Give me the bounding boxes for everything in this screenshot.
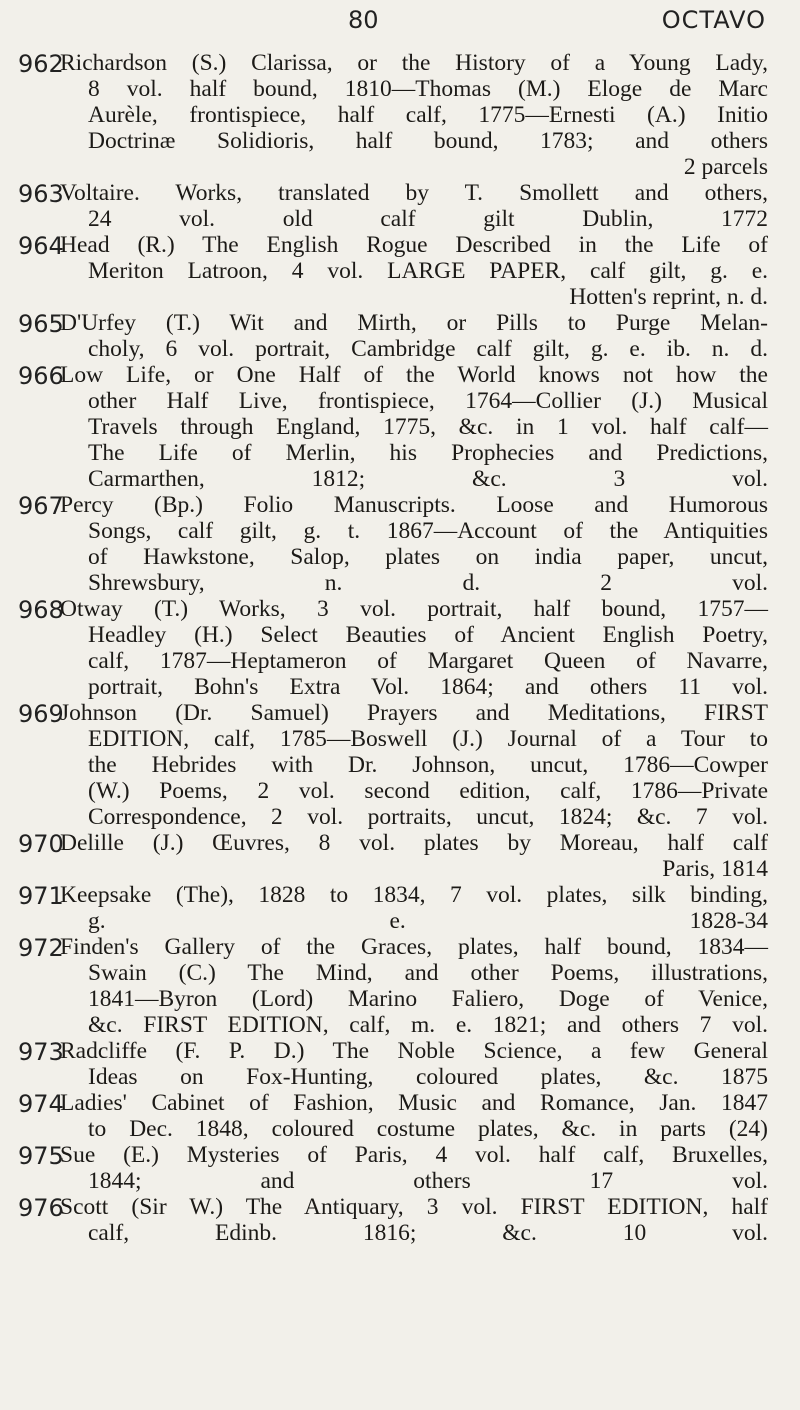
section-title: OCTAVO [661,6,766,34]
lot-line: Travels through England, 1775, &c. in 1 vol. half calf— [88,414,768,440]
lot-line: to Dec. 1848, coloured costume plates, &c. in parts (24) [88,1116,768,1142]
lot-line: Ideas on Fox-Hunting, coloured plates, &c. 1875 [88,1064,768,1090]
lot-line: (W.) Poems, 2 vol. second edition, calf, 1786—Private [88,778,768,804]
lot-number: 974 [18,1090,64,1118]
lot-line: Johnson (Dr. Samuel) Prayers and Meditations, FIRST [60,700,768,726]
lot-line: Delille (J.) Œuvres, 8 vol. plates by Moreau, half calf [60,830,768,856]
lot-number: 966 [18,362,64,390]
lot-line: portrait, Bohn's Extra Vol. 1864; and others 11 vol. [88,674,768,700]
lot-number: 970 [18,830,64,858]
lot-line: Swain (C.) The Mind, and other Poems, illustrations, [88,960,768,986]
lot-line: 8 vol. half bound, 1810—Thomas (M.) Eloge de Marc [88,76,768,102]
lot-line: Shrewsbury, n. d. 2 vol. [88,570,768,596]
lot-line: 24 vol. old calf gilt Dublin, 1772 [88,206,768,232]
lot-line: Hotten's reprint, n. d. [569,284,768,310]
lot-line: 1841—Byron (Lord) Marino Faliero, Doge of Venice, [88,986,768,1012]
lot-line: Aurèle, frontispiece, half calf, 1775—Ernesti (A.) Initio [88,102,768,128]
lot-line: Sue (E.) Mysteries of Paris, 4 vol. half calf, Bruxelles, [60,1142,768,1168]
lot-line: other Half Live, frontispiece, 1764—Collier (J.) Musical [88,388,768,414]
lot-number: 964 [18,232,64,260]
lot-number: 973 [18,1038,64,1066]
lot-line: &c. FIRST EDITION, calf, m. e. 1821; and others 7 vol. [88,1012,768,1038]
lot-line: Finden's Gallery of the Graces, plates, half bound, 1834— [60,934,768,960]
lot-line: Low Life, or One Half of the World knows not how the [60,362,768,388]
lot-line: Carmarthen, 1812; &c. 3 vol. [88,466,768,492]
lot-line: EDITION, calf, 1785—Boswell (J.) Journal of a Tour to [88,726,768,752]
lot-number: 962 [18,50,64,78]
lot-line: of Hawkstone, Salop, plates on india paper, uncut, [88,544,768,570]
lot-line: Percy (Bp.) Folio Manuscripts. Loose and Humorous [60,492,768,518]
lot-line: the Hebrides with Dr. Johnson, uncut, 1786—Cowper [88,752,768,778]
lot-number: 967 [18,492,64,520]
lot-number: 963 [18,180,64,208]
lot-line: Ladies' Cabinet of Fashion, Music and Romance, Jan. 1847 [60,1090,768,1116]
lot-line: Meriton Latroon, 4 vol. LARGE PAPER, calf gilt, g. e. [88,258,768,284]
lot-line: calf, Edinb. 1816; &c. 10 vol. [88,1220,768,1246]
lot-line: Voltaire. Works, translated by T. Smollett and others, [60,180,768,206]
lot-line: choly, 6 vol. portrait, Cambridge calf gilt, g. e. ib. n. d. [88,336,768,362]
lot-number: 968 [18,596,64,624]
page-header [0,2,800,42]
lot-line: Headley (H.) Select Beauties of Ancient English Poetry, [88,622,768,648]
lot-line: Correspondence, 2 vol. portraits, uncut, 1824; &c. 7 vol. [88,804,768,830]
lot-line: g. e. 1828-34 [88,908,768,934]
lot-number: 972 [18,934,64,962]
lot-number: 965 [18,310,64,338]
lot-line: Doctrinæ Solidioris, half bound, 1783; and others [88,128,768,154]
lot-number: 975 [18,1142,64,1170]
lot-line: Paris, 1814 [662,856,768,882]
lot-line: The Life of Merlin, his Prophecies and Predictions, [88,440,768,466]
lot-line: Otway (T.) Works, 3 vol. portrait, half bound, 1757— [60,596,768,622]
lot-line: calf, 1787—Heptameron of Margaret Queen of Navarre, [88,648,768,674]
lot-line: 1844; and others 17 vol. [88,1168,768,1194]
lot-line: 2 parcels [683,154,768,180]
lot-number: 971 [18,882,64,910]
lot-line: Scott (Sir W.) The Antiquary, 3 vol. FIRST EDITION, half [60,1194,768,1220]
page-number: 80 [348,6,379,34]
lot-line: Radcliffe (F. P. D.) The Noble Science, a few General [60,1038,768,1064]
lot-line: Head (R.) The English Rogue Described in the Life of [60,232,768,258]
lot-number: 969 [18,700,64,728]
lot-line: Keepsake (The), 1828 to 1834, 7 vol. plates, silk binding, [60,882,768,908]
lot-line: D'Urfey (T.) Wit and Mirth, or Pills to Purge Melan- [60,310,768,336]
lot-number: 976 [18,1194,64,1222]
lot-line: Richardson (S.) Clarissa, or the History of a Young Lady, [60,50,768,76]
lot-line: Songs, calf gilt, g. t. 1867—Account of the Antiquities [88,518,768,544]
